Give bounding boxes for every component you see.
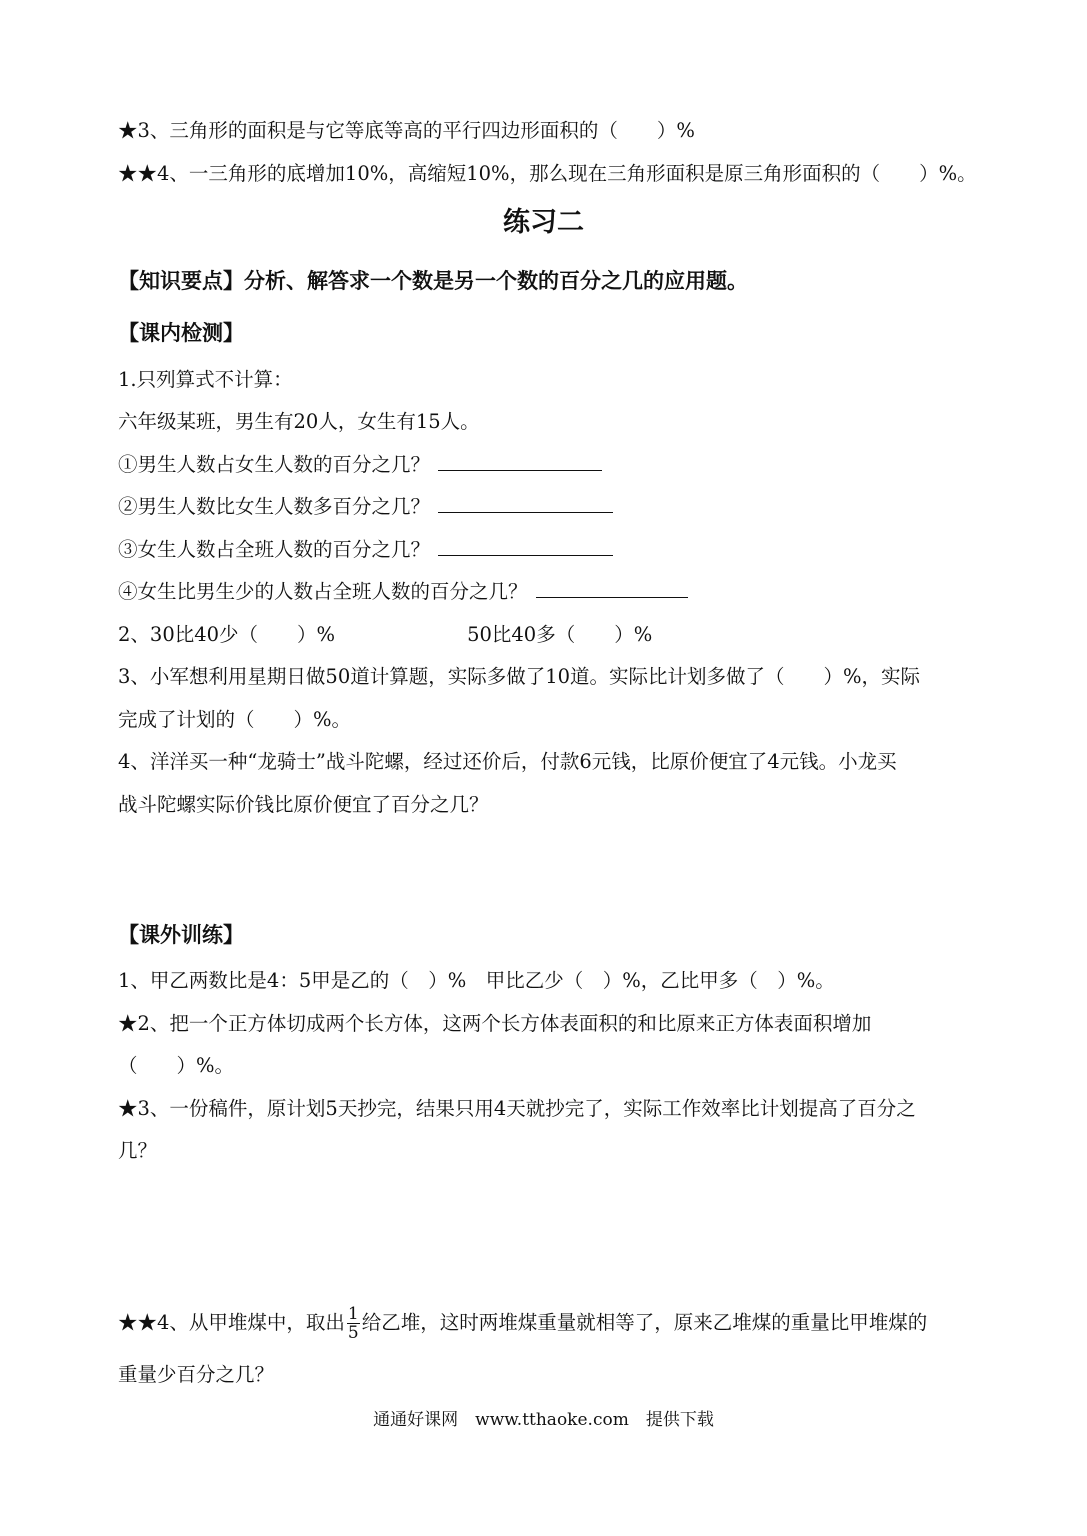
after-class-q1: 1、甲乙两数比是4：5甲是乙的（ ）% 甲比乙少（ ）%，乙比甲多（ ）%。 — [118, 969, 835, 992]
item-text: ④女生比男生少的人数占全班人数的百分之几？ — [118, 580, 528, 603]
q2-part-b: 50比40多（ ）% — [467, 623, 653, 646]
in-class-q3-line1: 3、小军想利用星期日做50道计算题，实际多做了10道。实际比计划多做了（ ）%，实际 — [118, 665, 921, 688]
page-footer: 通通好课网 www.tthaoke.com 提供下载 — [373, 1410, 714, 1430]
answer-blank[interactable] — [536, 577, 688, 598]
q2-part-a: 2、30比40少（ ）% — [118, 623, 336, 646]
item-text: ①男生人数占女生人数的百分之几？ — [118, 453, 431, 476]
q4-text-after: 给乙堆，这时两堆煤重量就相等了，原来乙堆煤的重量比甲堆煤的 — [361, 1311, 928, 1334]
question-top-3: ★3、三角形的面积是与它等底等高的平行四边形面积的（ ）% — [118, 119, 695, 142]
after-class-q3-line1: ★3、一份稿件，原计划5天抄完，结果只用4天就抄完了，实际工作效率比计划提高了百分之 — [118, 1097, 916, 1120]
after-class-q2-line1: ★2、把一个正方体切成两个长方体，这两个长方体表面积的和比原来正方体表面积增加 — [118, 1012, 872, 1035]
question-top-4: ★★4、一三角形的底增加10%，高缩短10%，那么现在三角形面积是原三角形面积的（ ）%。 — [118, 162, 977, 185]
section-title: 练习二 — [503, 207, 584, 238]
in-class-heading: 【课内检测】 — [118, 321, 244, 345]
after-class-q3-line2: 几？ — [118, 1139, 158, 1162]
in-class-q1-context: 六年级某班，男生有20人，女生有15人。 — [118, 410, 480, 433]
after-class-q2-line2: （ ）%。 — [118, 1054, 235, 1077]
in-class-q2 — [118, 620, 1027, 650]
answer-blank[interactable] — [438, 535, 613, 556]
knowledge-points-label: 【知识要点】 — [118, 269, 244, 293]
answer-blank[interactable] — [438, 450, 602, 471]
after-class-q4-line2: 重量少百分之几？ — [118, 1363, 275, 1386]
fraction-denominator: 5 — [347, 1323, 359, 1343]
after-class-q4-line1 — [118, 1305, 1027, 1342]
fraction-one-fifth — [347, 1305, 360, 1342]
q4-text-before: ★★4、从甲堆煤中，取出 — [118, 1311, 345, 1334]
in-class-q4-line1: 4、洋洋买一种“龙骑士”战斗陀螺，经过还价后，付款6元钱，比原价便宜了4元钱。小龙买 — [118, 750, 897, 773]
in-class-q4-line2: 战斗陀螺实际价钱比原价便宜了百分之几？ — [118, 793, 489, 816]
in-class-q1-item-3 — [118, 535, 1027, 565]
item-text: ③女生人数占全班人数的百分之几？ — [118, 538, 431, 561]
knowledge-points — [118, 266, 1027, 296]
answer-blank[interactable] — [438, 492, 613, 513]
in-class-q1-item-4 — [118, 577, 1027, 607]
knowledge-points-text: 分析、解答求一个数是另一个数的百分之几的应用题。 — [244, 269, 748, 293]
in-class-q1-instruction: 1.只列算式不计算： — [118, 368, 293, 391]
fraction-numerator: 1 — [347, 1304, 359, 1324]
after-class-heading: 【课外训练】 — [118, 923, 244, 947]
in-class-q3-line2: 完成了计划的（ ）%。 — [118, 708, 352, 731]
item-text: ②男生人数比女生人数多百分之几？ — [118, 495, 431, 518]
in-class-q1-item-1 — [118, 450, 1027, 480]
in-class-q1-item-2 — [118, 492, 1027, 522]
